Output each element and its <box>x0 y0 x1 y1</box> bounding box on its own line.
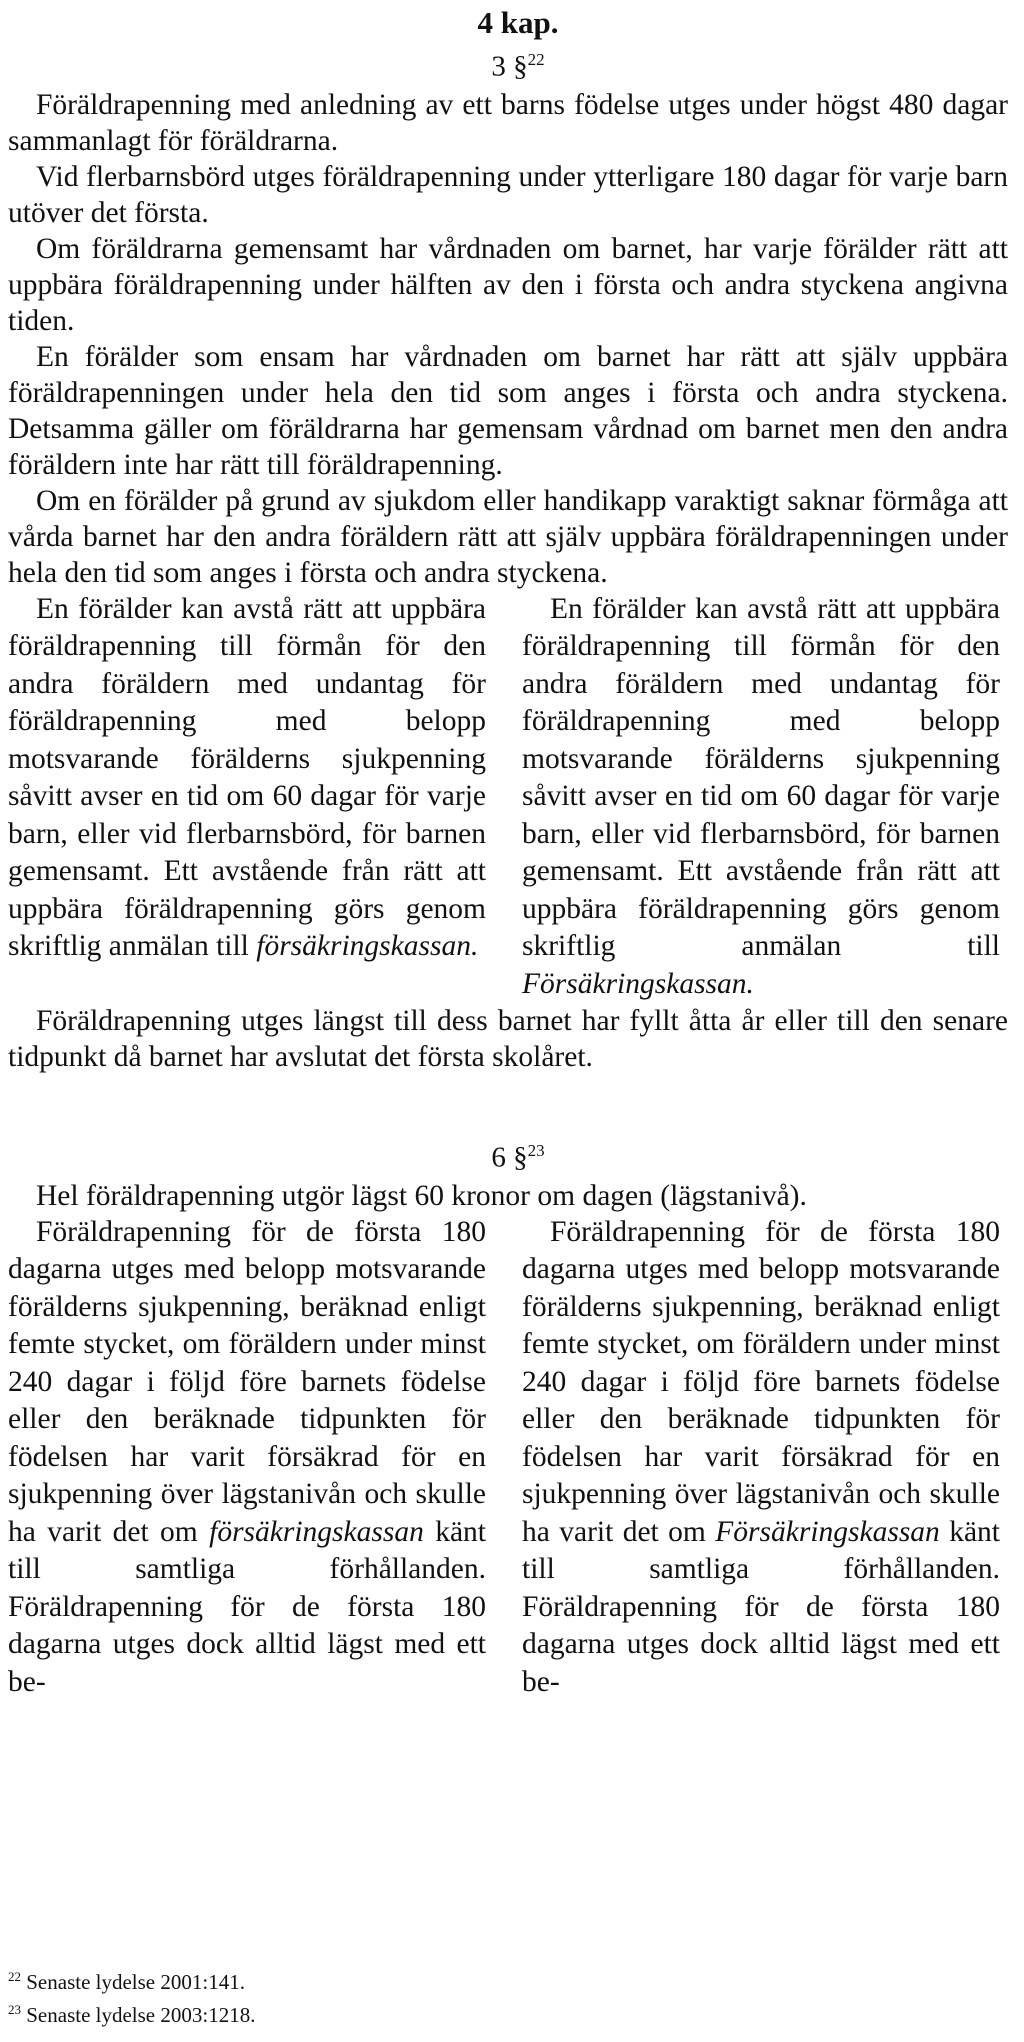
s6-paragraph-1: Hel föräldrapenning utgör lägst 60 kronor om dagen (lägstanivå). <box>36 1179 807 1212</box>
s3-left-column <box>8 591 486 1004</box>
footnote-mark: 23 <box>8 2002 21 2017</box>
section-6-number: 6 § <box>491 1141 528 1174</box>
s6-left-text-b: känt till samtliga förhållanden. Föräldrapenning för de första 180 dagarna utges dock alltid lägst med ett be- <box>8 1515 487 1698</box>
s6-left-text-a: Föräldrapenning för de första 180 dagarna utges med belopp motsvarande förälderns sjukpenning, beräknad enligt femte stycket, om föräldern under minst 240 dagar i följd före barnets födelse eller den beräknade tidpunkten för födelsen har varit försäkrad för en sjukpenning över lägstanivån och skulle ha varit det om <box>8 1215 486 1548</box>
s6-right-italic: Försäkringskassan <box>715 1515 940 1548</box>
footnotes <box>8 1963 255 2029</box>
section-3-number: 3 § <box>491 50 528 83</box>
s3-right-italic: Försäkringskassan. <box>522 967 754 1000</box>
chapter-heading: 4 kap. <box>477 5 559 40</box>
s3-paragraph-5: Om en förälder på grund av sjukdom eller handikapp varaktigt saknar förmåga att vårda barnet har den andra föräldern rätt att själv uppbära föräldrapenningen under hela den tid som anges i första och andra styckena. <box>8 484 1008 589</box>
s3-right-text: En förälder kan avstå rätt att uppbära föräldrapenning till förmån för den andra föräldern med undantag för föräldrapenning med belopp motsvarande förälderns sjukpenning såvitt avser en tid om 60 dagar för varje barn, eller vid flerbarnsbörd, för barnen gemensamt. Ett avstående från rätt att uppbära föräldrapenning görs genom skriftlig anmälan till <box>522 592 1000 963</box>
footnote-ref-23: 23 <box>527 1141 545 1161</box>
section-6-heading <box>8 1131 1008 1178</box>
s3-paragraph-2: Vid flerbarnsbörd utges föräldrapenning under ytterligare 180 dagar för varje barn utöver det första. <box>8 160 1008 229</box>
s6-left-italic: försäkringskassan <box>209 1515 424 1548</box>
s3-paragraph-1: Föräldrapenning med anledning av ett barns födelse utges under högst 480 dagar sammanlagt för föräldrarna. <box>8 88 1008 157</box>
s6-left-column <box>8 1214 486 1702</box>
s3-left-text: En förälder kan avstå rätt att uppbära föräldrapenning till förmån för den andra föräldern med undantag för föräldrapenning med belopp motsvarande förälderns sjukpenning såvitt avser en tid om 60 dagar för varje barn, eller vid flerbarnsbörd, för barnen gemensamt. Ett avstående från rätt att uppbära föräldrapenning görs genom skriftlig anmälan till <box>8 592 486 963</box>
footnote-mark: 22 <box>8 1969 21 1984</box>
s3-paragraph-last: Föräldrapenning utges längst till dess barnet har fyllt åtta år eller till den senare tidpunkt då barnet har avslutat det första skolåret. <box>8 1005 1008 1074</box>
footnote-22 <box>8 1963 255 1996</box>
footnote-23 <box>8 1996 255 2029</box>
s3-paragraph-4: En förälder som ensam har vårdnaden om barnet har rätt att själv uppbära föräldrapenningen under hela den tid som anges i första och andra styckena. Detsamma gäller om föräldrarna har gemensam vårdnad om barnet men den andra föräldern inte har rätt till föräldrapenning. <box>8 340 1008 481</box>
s3-left-italic: försäkringskassan. <box>256 930 479 963</box>
s6-right-text-a: Föräldrapenning för de första 180 dagarna utges med belopp motsvarande förälderns sjukpenning, beräknad enligt femte stycket, om föräldern under minst 240 dagar i följd före barnets födelse eller den beräknade tidpunkten för födelsen har varit försäkrad för en sjukpenning över lägstanivån och skulle ha varit det om <box>522 1215 1000 1548</box>
s6-comparison-columns <box>8 1214 1008 1702</box>
section-spacer <box>8 1075 1008 1131</box>
s6-right-text-b: känt till samtliga förhållanden. Föräldrapenning för de första 180 dagarna utges dock alltid lägst med ett be- <box>522 1515 1001 1698</box>
s3-paragraph-3: Om föräldrarna gemensamt har vårdnaden om barnet, har varje förälder rätt att uppbära föräldrapenning under hälften av den i första och andra styckena angivna tiden. <box>8 232 1008 337</box>
s6-right-column <box>522 1214 1000 1702</box>
document-page <box>8 0 1008 1701</box>
footnote-ref-22: 22 <box>527 50 545 69</box>
s3-right-column <box>522 591 1000 1004</box>
footnote-text: Senaste lydelse 2003:1218. <box>26 2003 256 2027</box>
section-3-heading <box>8 40 1008 87</box>
footnote-text: Senaste lydelse 2001:141. <box>26 1970 245 1994</box>
s3-comparison-columns <box>8 591 1008 1004</box>
